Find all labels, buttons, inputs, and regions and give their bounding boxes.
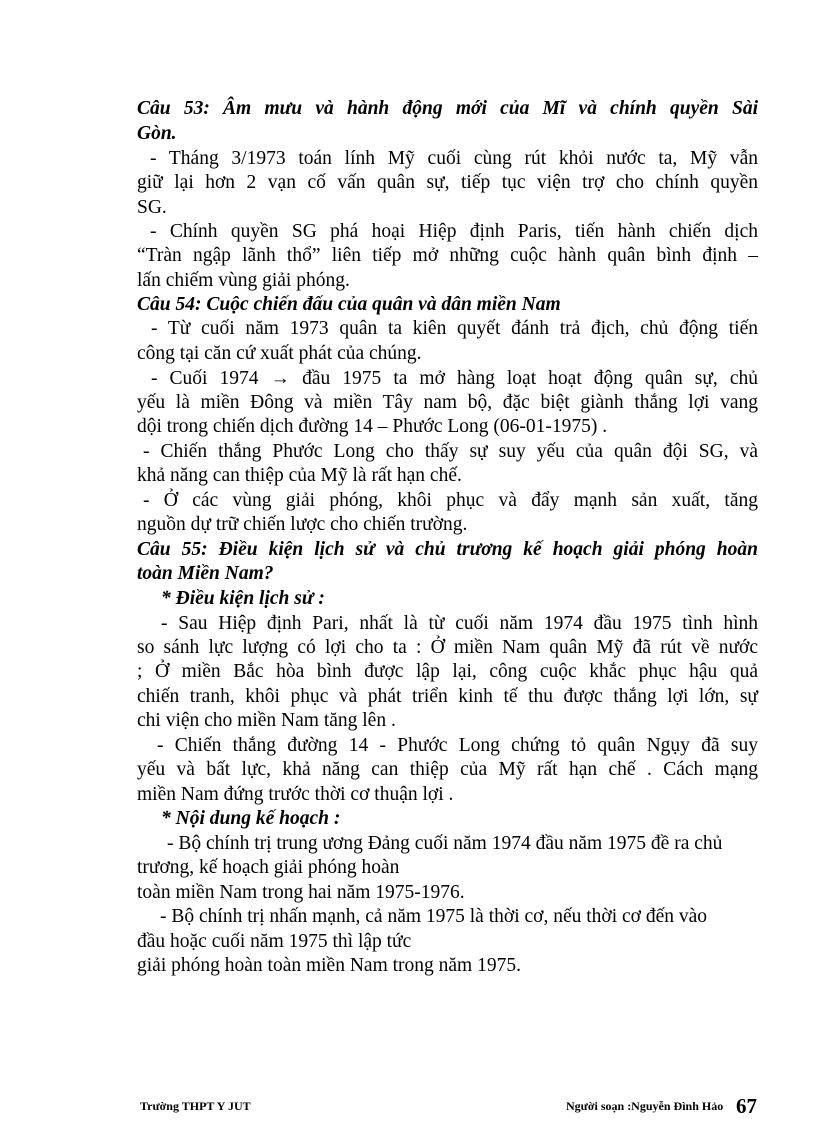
footer-author: Người soạn :Nguyễn Đình Hảo [566,1099,724,1113]
q55-subheading-conditions: * Điều kiện lịch sử : [161,588,325,609]
q54-paragraph: - Ở các vùng giải phóng, khôi phục và đẩy mạnh sản xuất, tăng [143,490,758,511]
q54-paragraph: dội trong chiến dịch đường 14 – Phước Long (06-01-1975) . [137,416,608,437]
q55-paragraph: đầu hoặc cuối năm 1975 thì lập tức [137,931,412,952]
q54-paragraph: yếu là miền Đông và miền Tây nam bộ, đặc biệt giành thắng lợi vang [137,392,758,413]
q53-paragraph: SG. [137,197,167,218]
q55-paragraph: - Bộ chính trị nhấn mạnh, cả năm 1975 là thời cơ, nếu thời cơ đến vào [160,906,708,927]
q55-paragraph: - Bộ chính trị trung ương Đảng cuối năm 1974 đầu năm 1975 đề ra chủ [167,833,723,854]
q54-paragraph: nguồn dự trữ chiến lược cho chiến trường. [137,514,468,535]
q53-title-cont: Gòn. [137,123,177,144]
q54-title: Câu 54: Cuộc chiến đấu của quân và dân miền Nam [137,294,561,315]
q55-paragraph: chi viện cho miền Nam tăng lên . [137,710,396,731]
q55-title: Câu 55: Điều kiện lịch sử và chủ trương kế hoạch giải phóng hoàn [137,539,758,560]
q55-paragraph: ; Ở miền Bắc hòa bình được lập lại, công cuộc khắc phục hậu quả [137,661,758,682]
q53-paragraph: lấn chiếm vùng giải phóng. [137,270,350,291]
q53-title: Câu 53: Âm mưu và hành động mới của Mĩ và chính quyền Sài [137,98,758,119]
q53-paragraph: “Tràn ngập lãnh thổ” liên tiếp mở những cuộc hành quân bình định – [137,245,758,266]
q55-paragraph: toàn miền Nam trong hai năm 1975-1976. [137,882,465,903]
q55-title-cont: toàn Miền Nam? [137,563,274,584]
q55-subheading-plan: * Nội dung kế hoạch : [161,808,341,829]
q55-paragraph: - Sau Hiệp định Pari, nhất là từ cuối năm 1974 đầu 1975 tình hình [161,613,758,634]
q55-paragraph: miền Nam đứng trước thời cơ thuận lợi . [137,784,454,805]
q54-paragraph: khả năng can thiệp của Mỹ là rất hạn chế. [137,465,462,486]
q54-paragraph: công tại căn cứ xuất phát của chúng. [137,343,422,364]
q54-paragraph: - Chiến thắng Phước Long cho thấy sự suy yếu của quân đội SG, và [143,441,758,462]
footer-school: Trường THPT Y JUT [140,1099,251,1113]
q55-paragraph: giải phóng hoàn toàn miền Nam trong năm 1975. [137,955,521,976]
q55-paragraph: - Chiến thắng đường 14 - Phước Long chứng tỏ quân Ngụy đã suy [157,735,758,756]
q55-paragraph: so sánh lực lượng có lợi cho ta : Ở miền Nam quân Mỹ đã rút về nước [137,637,758,658]
q54-paragraph: - Cuối 1974 → đầu 1975 ta mở hàng loạt hoạt động quân sự, chủ [151,368,758,389]
q53-paragraph: giữ lại hơn 2 vạn cố vấn quân sự, tiếp tục viện trợ cho chính quyền [137,172,758,193]
page-number: 67 [736,1094,757,1118]
q53-paragraph: - Chính quyền SG phá hoại Hiệp định Paris, tiến hành chiến dịch [150,221,758,242]
q54-paragraph: - Từ cuối năm 1973 quân ta kiên quyết đánh trả địch, chủ động tiến [151,318,758,339]
q55-paragraph: yếu và bất lực, khả năng can thiệp của Mỹ rất hạn chế . Cách mạng [137,759,758,780]
q55-paragraph: trương, kế hoạch giải phóng hoàn [137,857,400,878]
q53-paragraph: - Tháng 3/1973 toán lính Mỹ cuối cùng rút khỏi nước ta, Mỹ vẫn [150,148,758,169]
q55-paragraph: chiến tranh, khôi phục và phát triển kinh tế thu được thắng lợi lớn, sự [137,686,758,707]
